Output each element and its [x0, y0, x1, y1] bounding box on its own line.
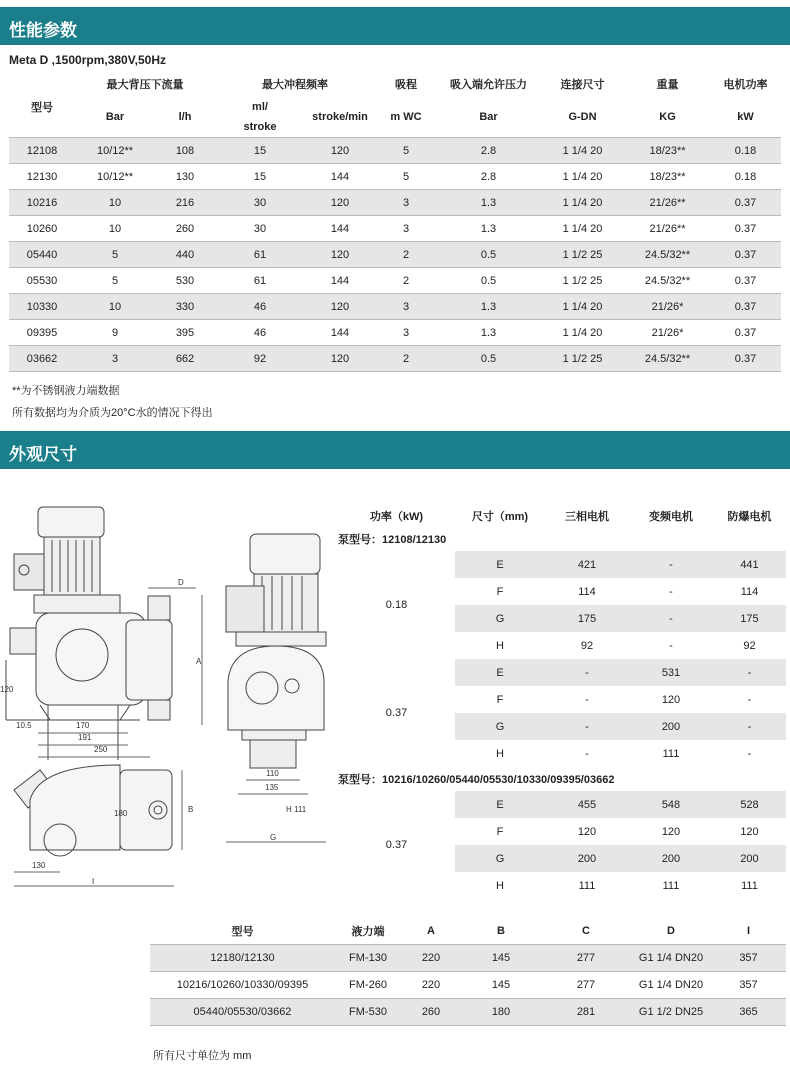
table-cell: 10/12** [75, 164, 155, 190]
table-cell: 120 [661, 693, 681, 706]
table-cell: G [455, 605, 545, 632]
head-col-b: B [497, 924, 505, 937]
table-cell: 30 [215, 216, 305, 242]
table-cell: 15 [215, 164, 305, 190]
dim-a: A [196, 657, 202, 666]
dim-d: D [178, 578, 184, 587]
table-cell: - [669, 585, 673, 598]
power-value: 0.18 [385, 599, 408, 611]
group-12108-12130-label: 泵型号：12108/12130 [338, 534, 447, 546]
table-cell: 05440/05530/03662 [150, 998, 335, 1025]
table-cell: 365 [711, 998, 786, 1025]
table-cell: 18/23** [625, 138, 710, 164]
dimensions-banner: 外观尺寸 [0, 431, 790, 469]
table-cell: 277 [541, 971, 631, 998]
table-cell: 10/12** [75, 138, 155, 164]
table-cell: 120 [661, 825, 681, 838]
dim-130: 130 [32, 861, 46, 870]
col-stroke: 吸程 [395, 79, 417, 91]
table-cell: 3 [375, 216, 437, 242]
table-cell: - [747, 747, 752, 760]
table-cell: G [455, 713, 545, 740]
table-cell: 120 [577, 825, 597, 838]
table-cell: - [669, 639, 673, 652]
table-cell: 200 [713, 845, 786, 872]
table-cell: 2.8 [437, 138, 540, 164]
table-cell: - [629, 551, 713, 578]
pump-drawing [0, 470, 335, 890]
table-cell: 0.37 [710, 268, 781, 294]
col-suction: 吸入端允许压力 [450, 79, 527, 91]
performance-table [9, 71, 781, 372]
dim-120: 120 [0, 685, 14, 694]
table-cell: 530 [155, 268, 215, 294]
table-cell: 1.3 [437, 190, 540, 216]
table-cell: 10 [75, 190, 155, 216]
unit-spm: stroke/min [312, 111, 368, 123]
table-cell: 548 [629, 791, 713, 818]
performance-subtitle: Meta D ,1500rpm,380V,50Hz [9, 53, 166, 67]
col-model: 型号 [31, 102, 53, 114]
table-cell: 395 [155, 320, 215, 346]
unit-ml: ml/ [252, 101, 268, 113]
head-col-i: I [746, 924, 751, 937]
table-cell: 03662 [9, 346, 75, 372]
table-cell: 1 1/4 20 [540, 164, 625, 190]
table-cell: 3 [375, 190, 437, 216]
table-cell: 120 [305, 346, 375, 372]
table-cell: E [455, 659, 545, 686]
table-row [9, 190, 781, 216]
table-cell: G1 1/2 DN25 [631, 998, 711, 1025]
table-cell: FM-530 [335, 998, 401, 1025]
table-cell: 528 [713, 791, 786, 818]
table-cell: 0.5 [437, 268, 540, 294]
table-cell: 1 1/4 20 [540, 190, 625, 216]
table-cell: 357 [711, 944, 786, 971]
col-conn: 连接尺寸 [560, 79, 605, 91]
table-cell: 216 [155, 190, 215, 216]
table-cell: - [713, 713, 786, 740]
table-cell: 5 [75, 268, 155, 294]
table-cell: 111 [741, 879, 758, 892]
dim-h111: H 111 [286, 805, 307, 814]
table-row [338, 791, 786, 818]
table-cell: 0.37 [710, 216, 781, 242]
table-cell: F [496, 585, 504, 598]
table-row [9, 346, 781, 372]
table-cell: 120 [305, 242, 375, 268]
table-cell: FM-130 [335, 944, 401, 971]
dim-10-5: 10.5 [16, 721, 32, 730]
table-cell: 92 [743, 639, 756, 652]
table-cell: H [496, 639, 504, 652]
table-cell: 24.5/32** [625, 242, 710, 268]
table-cell: 1 1/2 25 [540, 242, 625, 268]
table-cell: 10330 [9, 294, 75, 320]
table-cell: G [455, 845, 545, 872]
table-cell: 30 [215, 190, 305, 216]
unit-ml-stroke [215, 97, 305, 138]
unit-mwc: m WC [390, 111, 422, 123]
table-cell: - [747, 693, 752, 706]
motor-dimension-table [338, 505, 786, 899]
table-cell: 21/26* [625, 320, 710, 346]
table-cell: 10216 [9, 190, 75, 216]
note-stainless: **为不锈钢液力端数据 [12, 385, 120, 397]
table-cell: 144 [305, 268, 375, 294]
unit-bar2: Bar [479, 111, 498, 123]
table-cell: 0.18 [710, 164, 781, 190]
table-cell: - [545, 713, 629, 740]
table-cell: 21/26** [625, 190, 710, 216]
table-row [9, 268, 781, 294]
table-cell: 260 [401, 998, 461, 1025]
head-col-d: D [667, 924, 675, 937]
table-cell: 175 [545, 605, 629, 632]
table-cell: - [713, 659, 786, 686]
table-cell: 5 [75, 242, 155, 268]
head-col-fluid-end: 液力端 [351, 925, 385, 938]
note-water: 所有数据均为介质为20°C水的情况下得出 [12, 407, 213, 419]
unit-lh: l/h [178, 111, 192, 123]
group-others-label: 泵型号：10216/10260/05440/05530/10330/09395/03662 [338, 774, 615, 786]
table-cell: 92 [215, 346, 305, 372]
table-cell: 0.37 [710, 346, 781, 372]
head-dimension-table [150, 918, 786, 1026]
table-cell: 455 [545, 791, 629, 818]
table-cell: 144 [305, 216, 375, 242]
table-cell: 0.37 [710, 294, 781, 320]
table-row [9, 242, 781, 268]
table-cell: 111 [662, 879, 680, 892]
table-cell: 09395 [9, 320, 75, 346]
table-cell: 10216/10260/10330/09395 [150, 971, 335, 998]
table-row [9, 294, 781, 320]
table-row [150, 998, 786, 1025]
table-cell: 0.37 [710, 190, 781, 216]
table-cell: 61 [215, 268, 305, 294]
performance-banner: 性能参数 [0, 7, 790, 45]
table-cell: - [585, 747, 589, 760]
table-cell: 1 1/2 25 [540, 268, 625, 294]
table-cell: 12130 [9, 164, 75, 190]
table-cell: 61 [215, 242, 305, 268]
table-cell: 9 [75, 320, 155, 346]
table-row [338, 551, 786, 578]
table-row [9, 138, 781, 164]
table-cell: 2 [375, 268, 437, 294]
table-cell: 10 [75, 216, 155, 242]
table-cell: 21/26* [625, 294, 710, 320]
table-cell: 21/26** [625, 216, 710, 242]
table-cell: 2.8 [437, 164, 540, 190]
table-cell: 120 [305, 138, 375, 164]
table-cell: 421 [545, 551, 629, 578]
table-cell: 24.5/32** [625, 346, 710, 372]
table-cell: 108 [155, 138, 215, 164]
table-cell: 144 [305, 320, 375, 346]
table-cell: 175 [713, 605, 786, 632]
unit-bar: Bar [105, 111, 125, 123]
table-cell: 05530 [9, 268, 75, 294]
table-row [150, 944, 786, 971]
table-cell: E [455, 791, 545, 818]
table-cell: 220 [401, 944, 461, 971]
pump-side-view [226, 534, 326, 768]
table-cell: - [545, 659, 629, 686]
table-cell: 5 [375, 164, 437, 190]
table-cell: G1 1/4 DN20 [631, 944, 711, 971]
table-cell: 145 [461, 971, 541, 998]
table-cell: 5 [375, 138, 437, 164]
table-row [9, 216, 781, 242]
table-cell: 281 [541, 998, 631, 1025]
table-cell: 441 [713, 551, 786, 578]
table-cell: 260 [155, 216, 215, 242]
dim-g: G [270, 833, 277, 842]
table-cell: 1 1/4 20 [540, 138, 625, 164]
table-cell: - [629, 605, 713, 632]
table-cell: 1 1/4 20 [540, 216, 625, 242]
dim-b: B [188, 805, 194, 814]
table-cell: 220 [401, 971, 461, 998]
unit-stroke: stroke [243, 121, 277, 133]
table-cell: 531 [629, 659, 713, 686]
head-col-c: C [582, 924, 590, 937]
dim-110: 110 [266, 769, 279, 778]
pump-top-view [14, 765, 172, 856]
table-cell: 357 [711, 971, 786, 998]
table-row [150, 971, 786, 998]
table-cell: 1.3 [437, 294, 540, 320]
col-power: 电机功率 [723, 79, 768, 91]
col-freq-group: 最大冲程频率 [262, 79, 328, 91]
table-cell: 46 [215, 320, 305, 346]
table-cell: 18/23** [625, 164, 710, 190]
table-cell: FM-260 [335, 971, 401, 998]
table-cell: 2 [375, 346, 437, 372]
unit-kg: KG [659, 111, 676, 123]
table-cell: 3 [75, 346, 155, 372]
table-cell: E [455, 551, 545, 578]
table-cell: 0.18 [710, 138, 781, 164]
table-row [9, 320, 781, 346]
table-cell: H [496, 747, 504, 760]
table-cell: 0.37 [710, 320, 781, 346]
table-cell: 05440 [9, 242, 75, 268]
motor-col-explosion: 防爆电机 [727, 511, 772, 523]
table-cell: 200 [545, 845, 629, 872]
table-cell: F [496, 825, 504, 838]
dim-i: I [92, 877, 95, 886]
power-value: 0.37 [385, 839, 408, 851]
table-cell: 440 [155, 242, 215, 268]
table-cell: 1.3 [437, 216, 540, 242]
table-cell: 111 [578, 879, 596, 892]
table-cell: 180 [461, 998, 541, 1025]
units-note: 所有尺寸单位为 mm [153, 1050, 252, 1062]
table-cell: 144 [305, 164, 375, 190]
table-cell: 0.5 [437, 242, 540, 268]
power-value: 0.37 [385, 707, 408, 719]
table-cell: 1.3 [437, 320, 540, 346]
table-cell: 3 [375, 294, 437, 320]
table-cell: 120 [740, 825, 759, 838]
table-cell: 120 [305, 190, 375, 216]
table-cell: 12108 [9, 138, 75, 164]
table-cell: 277 [541, 944, 631, 971]
table-cell: H [496, 879, 504, 892]
col-flow-group: 最大背压下流量 [106, 79, 184, 91]
table-cell: 24.5/32** [625, 268, 710, 294]
motor-col-3phase: 三相电机 [565, 511, 609, 523]
table-cell: 662 [155, 346, 215, 372]
table-cell: 330 [155, 294, 215, 320]
table-cell: 15 [215, 138, 305, 164]
dim-250: 250 [94, 745, 108, 754]
table-cell: 1 1/4 20 [540, 294, 625, 320]
table-cell: 0.5 [437, 346, 540, 372]
unit-kw: kW [737, 111, 754, 123]
table-cell: F [496, 693, 504, 706]
table-cell: 111 [662, 747, 680, 760]
table-row [9, 164, 781, 190]
head-col-a: A [427, 924, 435, 937]
head-col-model: 型号 [231, 925, 254, 938]
table-row [338, 659, 786, 686]
table-cell: 2 [375, 242, 437, 268]
table-cell: 1 1/4 20 [540, 320, 625, 346]
table-cell: 120 [305, 294, 375, 320]
table-cell: 130 [155, 164, 215, 190]
motor-col-power: 功率（kW) [369, 511, 424, 523]
table-cell: G1 1/4 DN20 [631, 971, 711, 998]
table-cell: - [585, 693, 589, 706]
table-cell: 200 [629, 713, 713, 740]
group-others [338, 767, 786, 791]
dim-135: 135 [265, 783, 279, 792]
dim-180: 180 [114, 809, 128, 818]
motor-col-vfd: 变频电机 [649, 511, 693, 523]
table-cell: 3 [375, 320, 437, 346]
table-cell: 1 1/2 25 [540, 346, 625, 372]
table-cell: 114 [578, 585, 596, 598]
table-cell: 46 [215, 294, 305, 320]
table-cell: 12180/12130 [150, 944, 335, 971]
unit-gdn: G-DN [568, 111, 597, 123]
dim-191: 191 [78, 733, 92, 742]
dim-170: 170 [76, 721, 90, 730]
table-cell: 0.37 [710, 242, 781, 268]
table-cell: 10260 [9, 216, 75, 242]
table-cell: 10 [75, 294, 155, 320]
table-cell: 145 [461, 944, 541, 971]
group-12108-12130 [338, 527, 786, 551]
table-cell: 92 [580, 639, 594, 652]
table-cell: 200 [629, 845, 713, 872]
table-cell: 114 [740, 585, 759, 598]
col-weight: 重量 [656, 79, 679, 91]
motor-col-size: 尺寸（mm) [471, 511, 529, 523]
